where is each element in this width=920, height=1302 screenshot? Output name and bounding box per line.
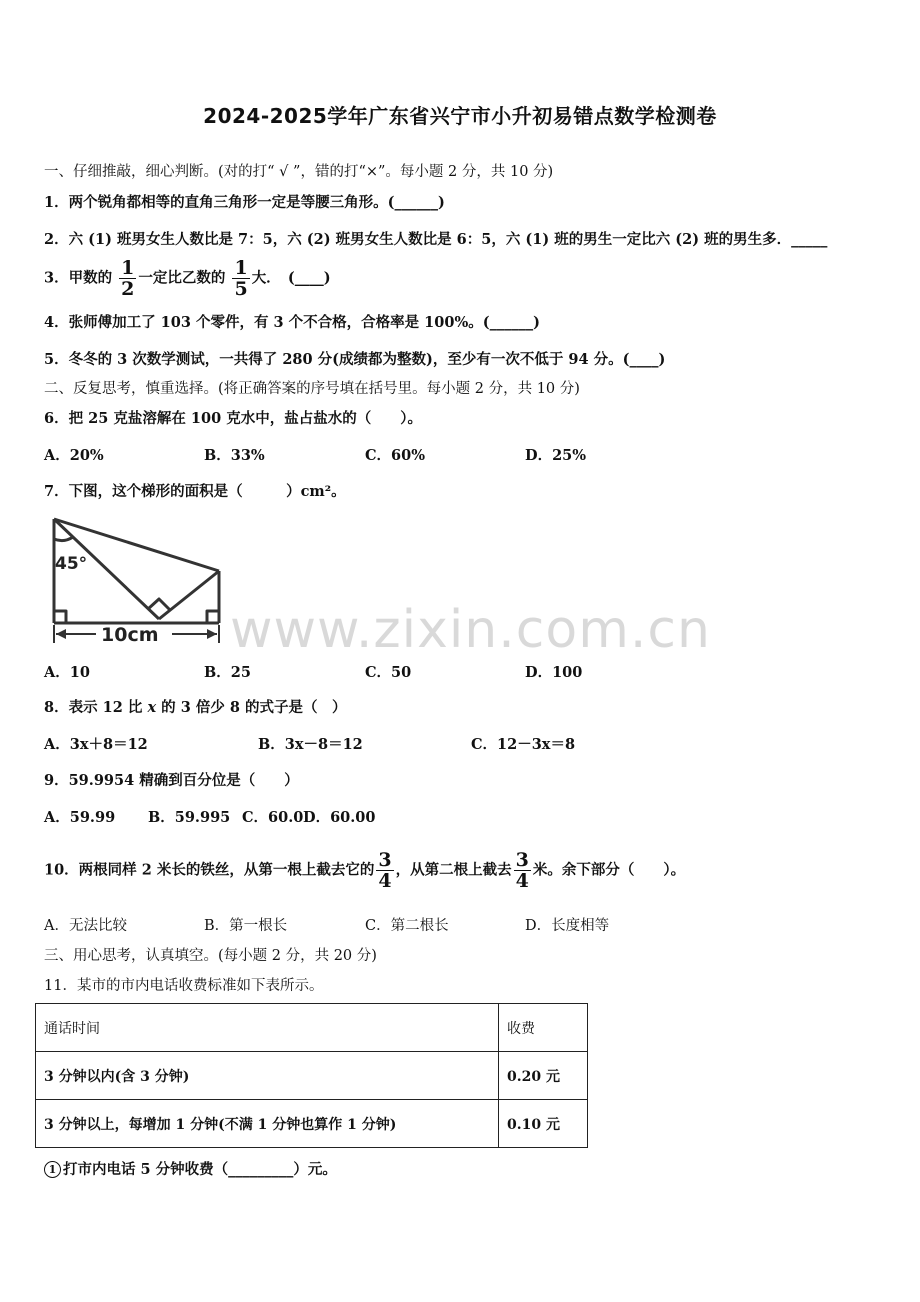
q7-option-b: B．25 [204,664,251,681]
q9-option-d: D．60.00 [303,809,376,826]
fraction-one-half: $\frac{1}{2}$ [121,257,135,300]
question-7: 7．下图，这个梯形的面积是（ ）cm²。 [44,483,346,500]
table-row [36,1004,588,1052]
fraction-one-fifth: $\frac{1}{5}$ [234,257,248,300]
dim-arrow-right [207,629,217,639]
table-cell: 3 分钟以上，每增加 1 分钟(不满 1 分钟也算作 1 分钟) [36,1100,499,1148]
q6-option-b: B．33% [204,447,265,464]
table-row [36,1052,588,1100]
q7-option-c: C．50 [365,664,412,681]
circled-number: 1 [44,1161,61,1178]
question-3-prefix: 3．甲数的 [44,269,113,287]
q6-option-d: D．25% [525,447,587,464]
table-cell: 0.20 元 [499,1052,588,1100]
variable-x: x [147,699,157,716]
fraction-three-quarters-2: $\frac{3}{4}$ [515,849,529,892]
angle-label: 45° [55,554,88,574]
q7-option-d: D．100 [525,664,583,681]
angle-arc [54,537,73,541]
page-title: 2024-2025学年广东省兴宁市小升初易错点数学检测卷 [203,104,717,128]
q10-option-c: C．第二根长 [365,918,449,934]
q8-option-a: A．3x＋8＝12 [44,736,148,753]
fee-table [35,1003,588,1148]
right-angle-mark-middle [148,599,170,610]
q9-option-a: A．59.99 [44,809,116,826]
q10-option-d: D．长度相等 [525,918,610,934]
table-header-cell: 收费 [499,1004,588,1052]
fraction-three-quarters-1: $\frac{3}{4}$ [378,849,392,892]
right-angle-mark-right [207,611,219,623]
q9-option-b: B．59.995 [148,809,231,826]
question-3-suffix: 大． (____) [251,269,331,287]
q6-option-c: C．60% [365,447,425,464]
question-6: 6．把 25 克盐溶解在 100 克水中，盐占盐水的（ ）。 [44,410,422,427]
watermark: www.zixin.com.cn [230,600,711,660]
question-11: 11．某市的市内电话收费标准如下表所示。 [44,978,324,994]
section-1-header: 一、仔细推敲，细心判断。(对的打“ √ ”，错的打“×”。每小题 2 分，共 10 分) [44,164,554,180]
q7-option-a: A．10 [44,664,90,681]
table-cell: 0.10 元 [499,1100,588,1148]
section-3-header: 三、用心思考，认真填空。(每小题 2 分，共 20 分) [44,948,377,964]
q6-option-a: A．20% [44,447,104,464]
question-1: 1．两个锐角都相等的直角三角形一定是等腰三角形。(______) [44,194,445,211]
q8-option-b: B．3x－8＝12 [258,736,363,753]
question-11-sub-1: 1 打市内电话 5 分钟收费（_________）元。 [44,1160,337,1180]
q10-option-b: B．第一根长 [204,918,288,934]
question-4: 4．张师傅加工了 103 个零件，有 3 个不合格，合格率是 100%。(______) [44,314,540,331]
question-3-middle: 一定比乙数的 [138,269,226,287]
table-cell: 3 分钟以内(含 3 分钟) [36,1052,499,1100]
table-header-cell: 通话时间 [36,1004,499,1052]
table-row [36,1100,588,1148]
question-10: 10．两根同样 2 米长的铁丝，从第一根上截去它的 $\frac{3}{4}$ ，从第二根上截去 $\frac{3}{4}$ 米。余下部分（ ）。 [44,849,686,892]
trapezoid-figure [46,513,236,648]
question-3 [44,258,331,299]
section-2-header: 二、反复思考，慎重选择。(将正确答案的序号填在括号里。每小题 2 分，共 10 分) [44,381,580,397]
length-label: 10cm [101,624,159,646]
q8-option-c: C．12－3x＝8 [471,736,576,753]
question-8: 8．表示 12 比 x 的 3 倍少 8 的式子是（ ） [44,699,347,716]
question-5: 5．冬冬的 3 次数学测试，一共得了 280 分(成绩都为整数)，至少有一次不低于 94 分。(____) [44,351,666,368]
right-angle-mark-left [54,611,66,623]
q10-option-a: A．无法比较 [44,918,127,934]
dim-arrow-left [56,629,66,639]
question-2: 2．六 (1) 班男女生人数比是 7：5，六 (2) 班男女生人数比是 6：5，六 (1) 班的男生一定比六 (2) 班的男生多．_____ [44,231,828,248]
q9-option-c: C．60.0 [242,809,304,826]
question-9: 9．59.9954 精确到百分位是（ ） [44,772,299,789]
